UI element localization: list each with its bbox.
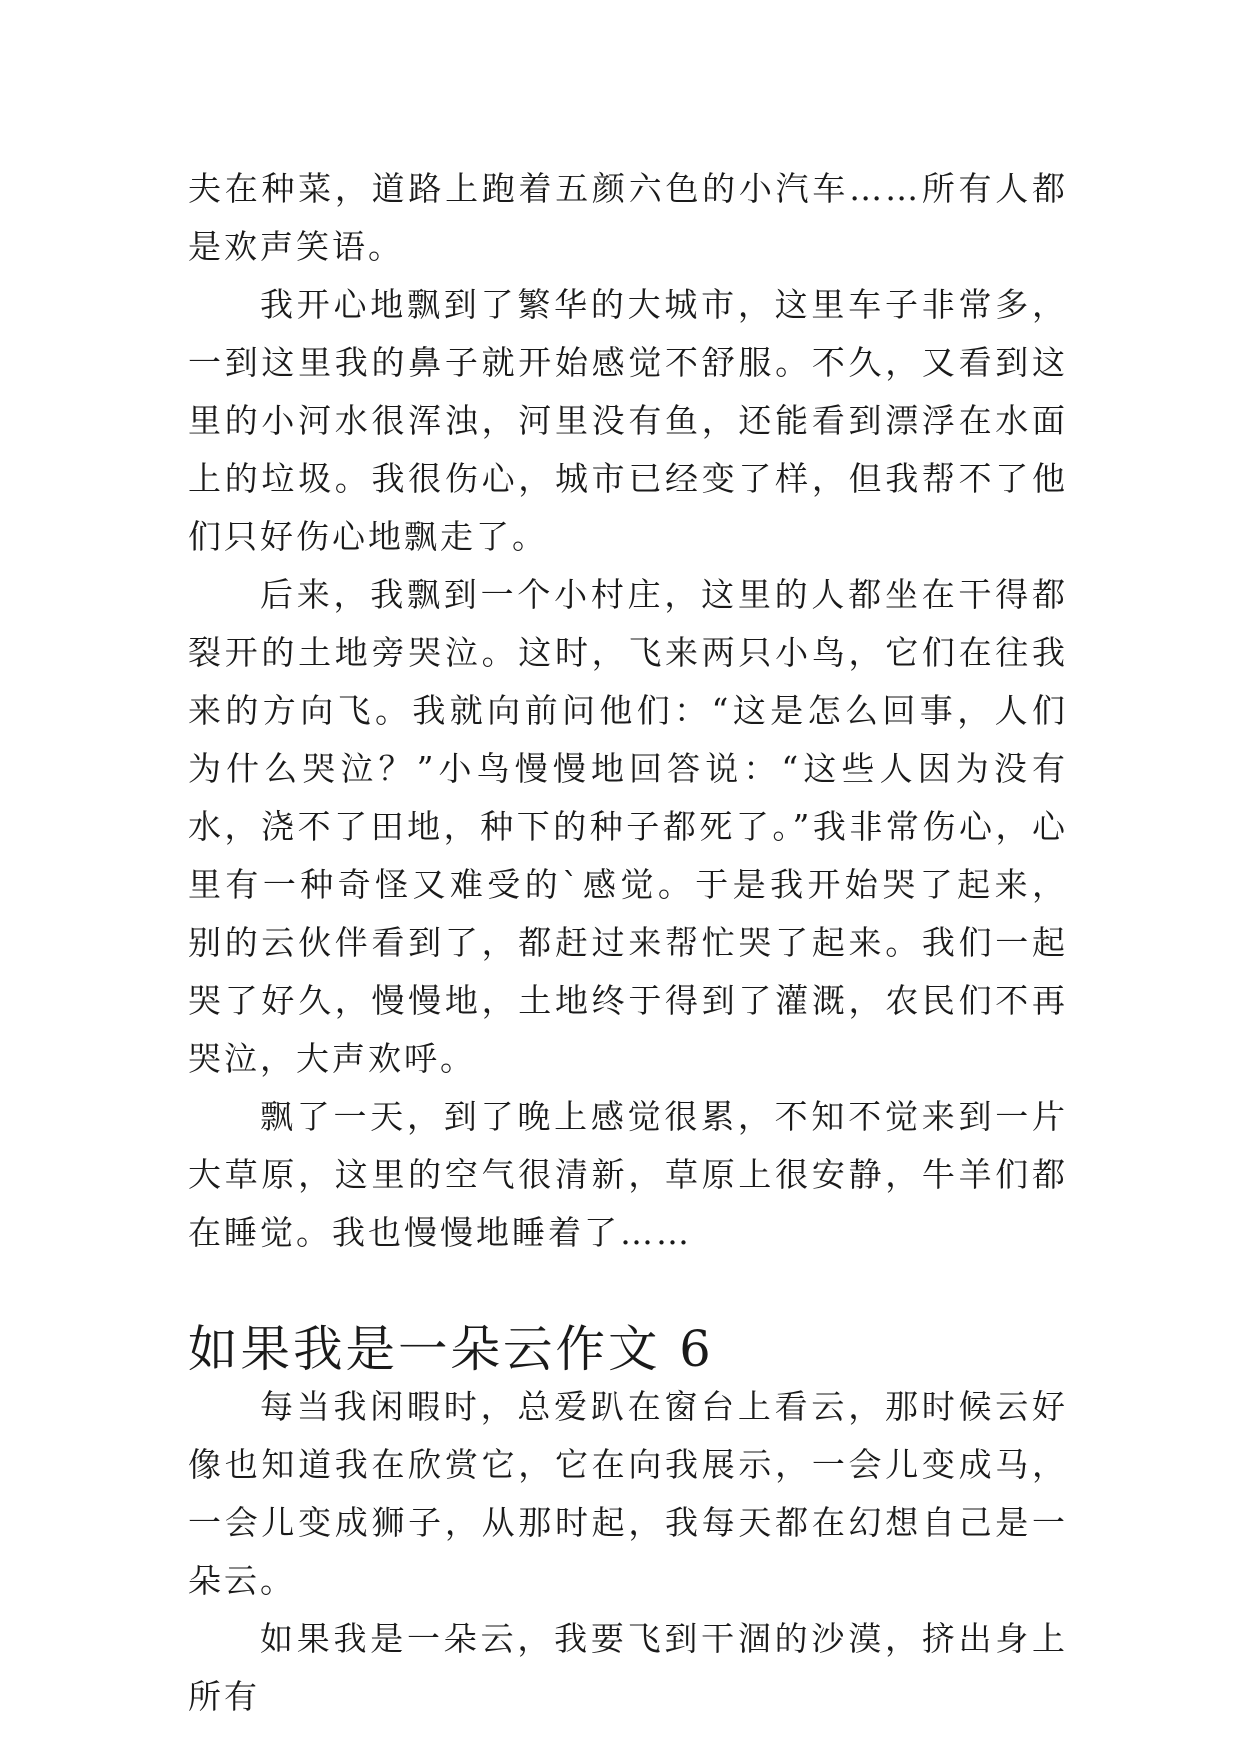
section-spacer: [188, 1262, 1068, 1320]
paragraph: 后来，我飘到一个小村庄，这里的人都坐在干得都裂开的土地旁哭泣。这时，飞来两只小鸟，它们在往我来的方向飞。我就向前问他们：“这是怎么回事，人们为什么哭泣？”小鸟慢慢地回答说：“这些人因为没有水，浇不了田地，种下的种子都死了。”我非常伤心，心里有一种奇怪又难受的`感觉。于是我开始哭了起来，别的云伙伴看到了，都赶过来帮忙哭了起来。我们一起哭了好久，慢慢地，土地终于得到了灌溉，农民们不再哭泣，大声欢呼。: [188, 575, 1068, 1078]
paragraph: 每当我闲暇时，总爱趴在窗台上看云，那时候云好像也知道我在欣赏它，它在向我展示，一会儿变成马，一会儿变成狮子，从那时起，我每天都在幻想自己是一朵云。: [188, 1387, 1068, 1600]
paragraph: 夫在种菜，道路上跑着五颜六色的小汽车……所有人都是欢声笑语。: [188, 169, 1068, 266]
paragraph: 飘了一天，到了晚上感觉很累，不知不觉来到一片大草原，这里的空气很清新，草原上很安静，牛羊们都在睡觉。我也慢慢地睡着了……: [188, 1097, 1068, 1252]
section-title: 如果我是一朵云作文 6: [188, 1320, 714, 1378]
paragraph: 我开心地飘到了繁华的大城市，这里车子非常多，一到这里我的鼻子就开始感觉不舒服。不久，又看到这里的小河水很浑浊，河里没有鱼，还能看到漂浮在水面上的垃圾。我很伤心，城市已经变了样，但我帮不了他们只好伤心地飘走了。: [188, 285, 1068, 556]
paragraph: 如果我是一朵云，我要飞到干涸的沙漠，挤出身上所有: [188, 1619, 1068, 1716]
document-body: [188, 160, 1068, 1726]
